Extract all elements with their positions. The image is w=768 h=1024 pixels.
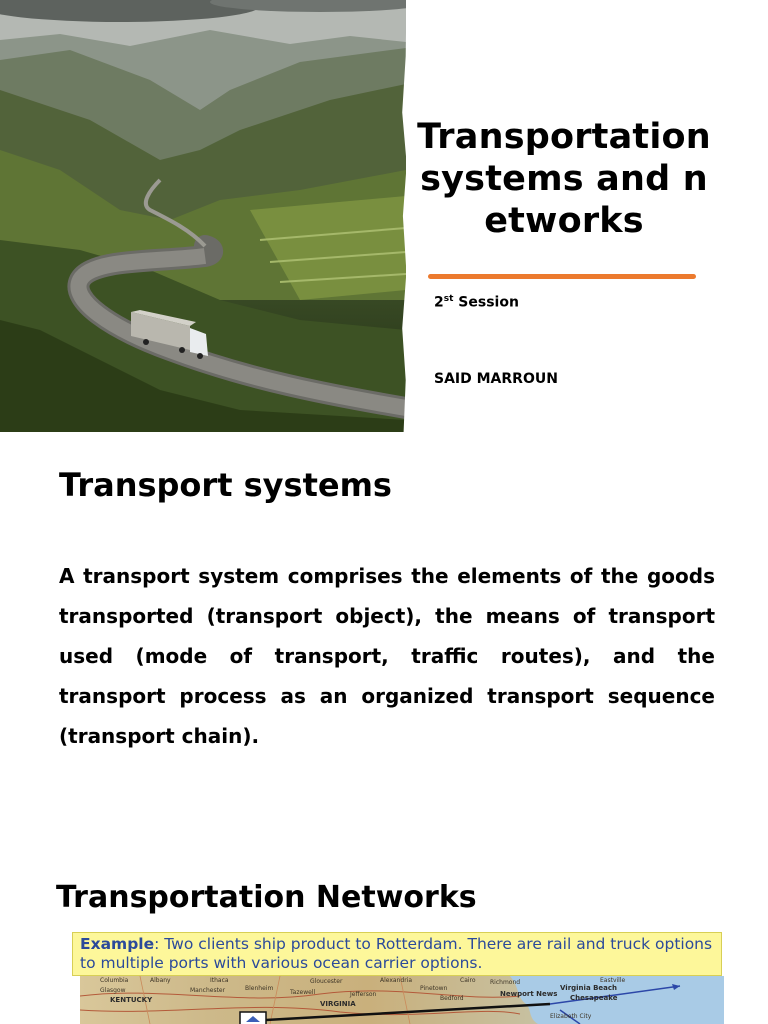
map-place-label: Virginia Beach [560,984,618,992]
map-place-label: Elizabeth City [550,1013,592,1020]
map-place-label: Newport News [500,990,558,998]
road-map-image [80,976,724,1024]
map-place-label: Pinetown [420,985,448,992]
map-place-label: Ithaca [210,977,229,984]
session-suffix: st [443,294,454,304]
transport-systems-body: A transport system comprises the elements of the goods transported (transport object), the means of transport used (mode of transport, traffic routes), and the transport process as an organized transport sequence (transport chain). [59,564,715,748]
session-number: 2 [434,294,444,311]
map-place-label: Blenheim [245,985,274,992]
map-place-label: Chesapeake [570,994,618,1002]
session-label [434,294,519,311]
map-place-label: Albany [150,977,171,984]
hero-landscape-image [0,0,406,432]
presentation-title: Transportation systems and networks [417,117,711,241]
map-place-label: Glasgow [100,987,126,994]
map-place-label: Richmond [490,979,521,986]
title-underline [428,274,696,279]
transportation-networks-heading: Transportation Networks [56,880,477,915]
example-callout [72,932,722,976]
map-place-label: Tazewell [290,989,316,996]
example-text: : Two clients ship product to Rotterdam. There are rail and truck options to multiple ports with various ocean carrier options. [80,935,713,972]
map-place-label: KENTUCKY [110,996,153,1004]
transport-systems-heading: Transport systems [59,466,392,504]
map-place-label: Alexandria [380,977,413,984]
map-place-label: Gloucester [310,978,343,985]
map-place-label: Columbia [100,977,129,984]
map-place-label: VIRGINIA [320,1000,356,1008]
map-place-label: Manchester [190,987,226,994]
map-place-label: Eastville [600,977,626,984]
session-word: Session [458,294,519,311]
map-place-label: Jefferson [350,991,377,998]
example-label: Example [80,935,155,953]
map-place-label: Cairo [460,977,476,984]
mountain-road-illustration [0,0,406,432]
author-name: SAID MARROUN [434,371,558,387]
map-place-label: Bedford [440,995,464,1002]
title-slide [0,0,768,440]
map-illustration [80,976,724,1024]
